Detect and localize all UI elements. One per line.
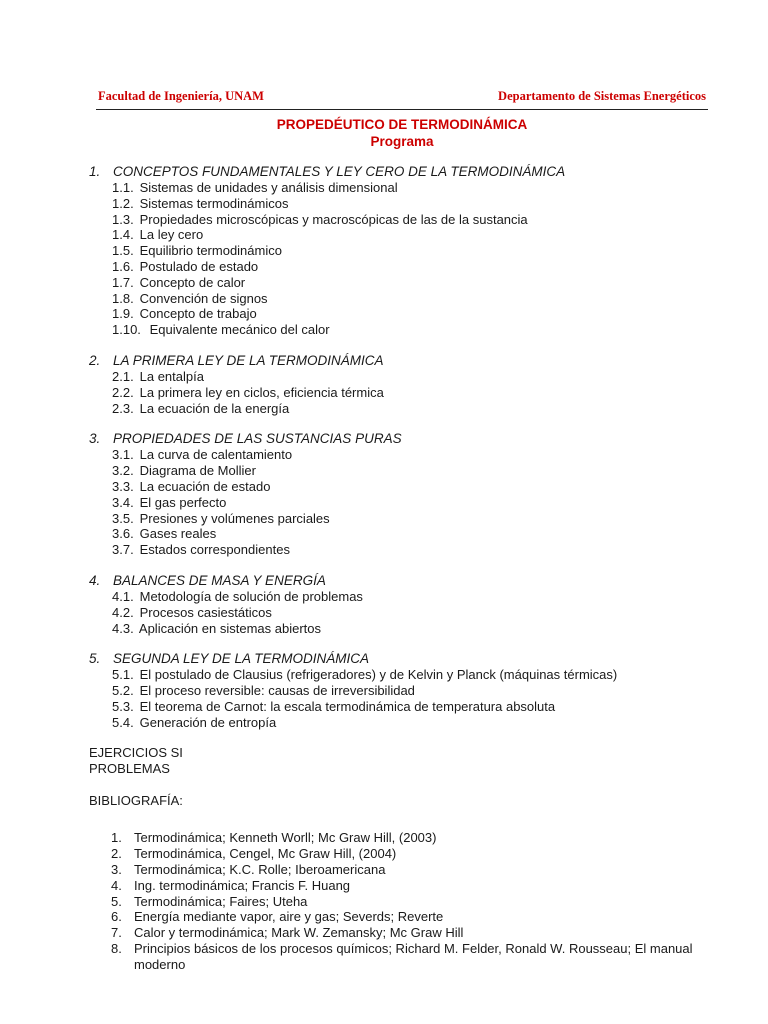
subtopic-number: 3.6. xyxy=(112,526,134,542)
subtopic xyxy=(89,322,709,338)
subtopic-number: 1.6. xyxy=(112,258,134,274)
section-title xyxy=(89,163,709,180)
exercises-line-1: EJERCICIOS SI xyxy=(89,744,183,760)
bibliography-number: 1. xyxy=(111,830,122,846)
subtopic-number: 3.7. xyxy=(112,542,134,558)
subtopic xyxy=(89,683,709,699)
section-number: 4. xyxy=(89,572,101,588)
subtopic xyxy=(89,447,709,463)
subtopic-text: Postulado de estado xyxy=(139,258,259,274)
section-number: 2. xyxy=(89,352,101,368)
bibliography-number: 2. xyxy=(111,846,122,862)
bibliography-number: 3. xyxy=(111,861,122,877)
subtopic-number: 3.5. xyxy=(112,510,134,526)
bibliography-text: Principios básicos de los procesos químicos; Richard M. Felder, Ronald W. Rousseau; El manual moderno xyxy=(134,940,693,972)
bibliography-text: Energía mediante vapor, aire y gas; Severds; Reverte xyxy=(134,909,444,925)
subtopic xyxy=(89,385,709,401)
title-block xyxy=(96,116,708,150)
subtopic-text: La ecuación de estado xyxy=(139,478,271,494)
subtopic xyxy=(89,401,709,417)
subtopic xyxy=(89,605,709,621)
bibliography-number: 6. xyxy=(111,909,122,925)
subtopic xyxy=(89,667,709,683)
section-5 xyxy=(89,650,709,730)
section-title xyxy=(89,352,709,369)
subtopic-text: Equilibrio termodinámico xyxy=(139,243,282,259)
section-title-text: PROPIEDADES DE LAS SUSTANCIAS PURAS xyxy=(113,431,402,447)
subtopic-text: Sistemas termodinámicos xyxy=(139,195,289,211)
subtopic-text: Estados correspondientes xyxy=(139,542,290,558)
document-subtitle: Programa xyxy=(370,134,434,149)
subtopic xyxy=(89,542,709,558)
bibliography-item xyxy=(89,862,709,878)
subtopic-text: Propiedades microscópicas y macroscópicas de las de la sustancia xyxy=(139,211,528,227)
document-title: PROPEDÉUTICO DE TERMODINÁMICA xyxy=(276,117,528,132)
subtopic-text: Diagrama de Mollier xyxy=(139,463,256,479)
subtopic xyxy=(89,479,709,495)
subtopic-text: Procesos casiestáticos xyxy=(139,604,272,620)
section-4 xyxy=(89,572,709,636)
bibliography-number: 5. xyxy=(111,893,122,909)
bibliography-text: Termodinámica, Cengel, Mc Graw Hill, (2004) xyxy=(134,846,397,862)
subtopic-number: 1.8. xyxy=(112,290,134,306)
section-title xyxy=(89,430,709,447)
subtopic xyxy=(89,589,709,605)
subtopic-number: 5.1. xyxy=(112,667,134,683)
subtopic xyxy=(89,621,709,637)
exercises-line-2: PROBLEMAS xyxy=(89,760,170,776)
subtopic-number: 3.4. xyxy=(112,494,134,510)
subtopic xyxy=(89,699,709,715)
header-faculty: Facultad de Ingeniería, UNAM xyxy=(98,89,264,103)
bibliography-item xyxy=(89,909,709,925)
exercises-block xyxy=(89,745,709,777)
subtopic-text: Concepto de trabajo xyxy=(139,306,257,322)
bibliography-text: Termodinámica; Kenneth Worll; Mc Graw Hill, (2003) xyxy=(134,830,437,846)
subtopic-number: 2.3. xyxy=(112,400,134,416)
bibliography-number: 4. xyxy=(111,877,122,893)
subtopic-number: 1.5. xyxy=(112,243,134,259)
page-header xyxy=(96,89,708,110)
subtopic xyxy=(89,243,709,259)
bibliography-text: Ing. termodinámica; Francis F. Huang xyxy=(134,877,351,893)
bibliography-item xyxy=(89,894,709,910)
subtopic-number: 1.10. xyxy=(112,322,141,338)
subtopic xyxy=(89,511,709,527)
subtopic-number: 1.2. xyxy=(112,195,134,211)
document-body xyxy=(89,163,709,972)
section-title-text: BALANCES DE MASA Y ENERGÍA xyxy=(113,572,326,588)
subtopic-text: Aplicación en sistemas abiertos xyxy=(138,620,321,636)
bibliography-item xyxy=(89,830,709,846)
section-title xyxy=(89,572,709,589)
subtopic-text: La ley cero xyxy=(139,227,204,243)
subtopic xyxy=(89,180,709,196)
subtopic-text: El teorema de Carnot: la escala termodinámica de temperatura absoluta xyxy=(139,698,556,714)
subtopic xyxy=(89,259,709,275)
subtopic xyxy=(89,227,709,243)
section-title-text: CONCEPTOS FUNDAMENTALES Y LEY CERO DE LA TERMODINÁMICA xyxy=(113,164,566,179)
bibliography-item xyxy=(89,941,709,973)
subtopic-number: 1.4. xyxy=(112,227,134,243)
subtopic-text: La primera ley en ciclos, eficiencia térmica xyxy=(139,384,384,400)
section-number: 3. xyxy=(89,431,101,447)
subtopic xyxy=(89,306,709,322)
subtopic xyxy=(89,291,709,307)
subtopic-number: 1.9. xyxy=(112,306,134,322)
subtopic-number: 4.1. xyxy=(112,588,134,604)
bibliography-number: 8. xyxy=(111,940,122,956)
subtopic-number: 5.2. xyxy=(112,683,134,699)
bibliography-list xyxy=(89,830,709,972)
subtopic xyxy=(89,275,709,291)
section-number: 1. xyxy=(89,164,101,179)
subtopic-text: El gas perfecto xyxy=(139,494,227,510)
section-1 xyxy=(89,163,709,338)
section-2 xyxy=(89,352,709,416)
subtopic-text: Metodología de solución de problemas xyxy=(139,588,363,604)
subtopic-number: 5.4. xyxy=(112,714,134,730)
subtopic xyxy=(89,715,709,731)
bibliography-text: Termodinámica; Faires; Uteha xyxy=(134,893,308,909)
subtopic-text: Equivalente mecánico del calor xyxy=(149,322,330,338)
subtopic xyxy=(89,196,709,212)
subtopic xyxy=(89,212,709,228)
subtopic-text: Sistemas de unidades y análisis dimensional xyxy=(139,180,398,195)
bibliography-heading: BIBLIOGRAFÍA: xyxy=(89,792,183,808)
subtopic-number: 2.1. xyxy=(112,368,134,384)
subtopic-text: El postulado de Clausius (refrigeradores) y de Kelvin y Planck (máquinas térmicas) xyxy=(139,667,618,683)
subtopic-number: 4.2. xyxy=(112,604,134,620)
subtopic-text: La ecuación de la energía xyxy=(139,400,290,416)
subtopic-text: Convención de signos xyxy=(139,290,268,306)
subtopic-text: Gases reales xyxy=(139,526,217,542)
subtopic-number: 4.3. xyxy=(112,620,134,636)
subtopic xyxy=(89,463,709,479)
bibliography-number: 7. xyxy=(111,925,122,941)
subtopic xyxy=(89,526,709,542)
subtopic-number: 3.2. xyxy=(112,463,134,479)
subtopic-text: Generación de entropía xyxy=(139,714,277,730)
bibliography-item xyxy=(89,878,709,894)
subtopic xyxy=(89,369,709,385)
bibliography-item xyxy=(89,846,709,862)
header-department: Departamento de Sistemas Energéticos xyxy=(498,89,706,103)
subtopic-number: 3.3. xyxy=(112,478,134,494)
subtopic xyxy=(89,495,709,511)
subtopic-text: La curva de calentamiento xyxy=(139,447,293,463)
subtopic-text: El proceso reversible: causas de irreversibilidad xyxy=(139,683,415,699)
section-title-text: SEGUNDA LEY DE LA TERMODINÁMICA xyxy=(113,651,370,667)
subtopic-number: 3.1. xyxy=(112,447,134,463)
subtopic-number: 1.7. xyxy=(112,274,134,290)
subtopic-text: Presiones y volúmenes parciales xyxy=(139,510,330,526)
subtopic-number: 2.2. xyxy=(112,384,134,400)
bibliography-text: Termodinámica; K.C. Rolle; Iberoamericana xyxy=(134,861,386,877)
section-title-text: LA PRIMERA LEY DE LA TERMODINÁMICA xyxy=(113,352,384,368)
bibliography-item xyxy=(89,925,709,941)
subtopic-text: La entalpía xyxy=(139,368,204,384)
section-number: 5. xyxy=(89,651,101,667)
subtopic-text: Concepto de calor xyxy=(139,274,246,290)
bibliography-text: Calor y termodinámica; Mark W. Zemansky; Mc Graw Hill xyxy=(134,925,464,941)
subtopic-number: 1.3. xyxy=(112,211,134,227)
subtopic-number: 5.3. xyxy=(112,698,134,714)
section-3 xyxy=(89,430,709,558)
section-title xyxy=(89,650,709,667)
subtopic-number: 1.1. xyxy=(112,180,134,195)
